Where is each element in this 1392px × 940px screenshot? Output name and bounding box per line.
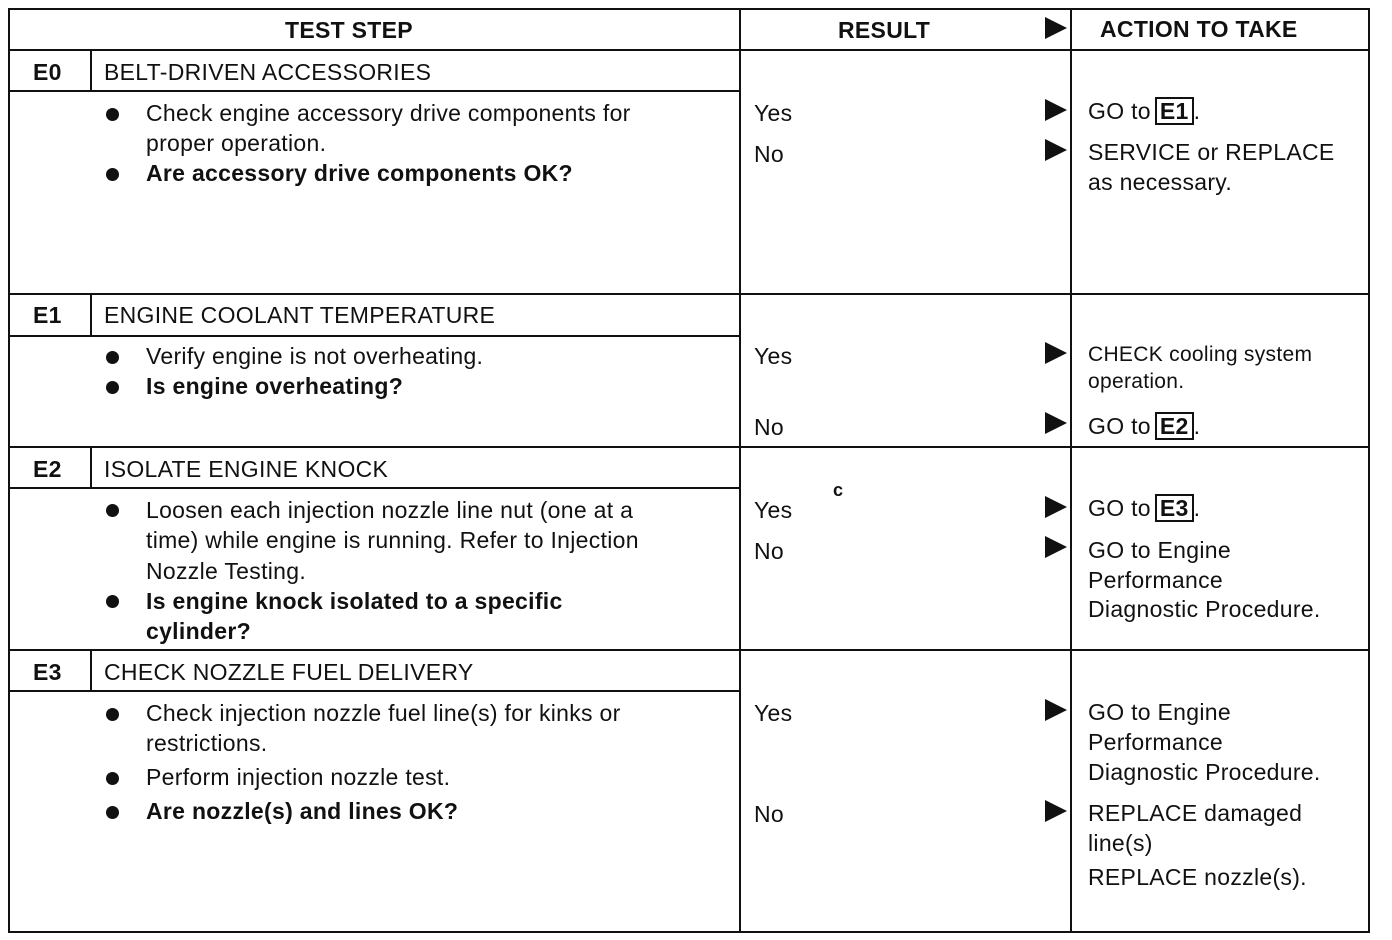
header-result: RESULT bbox=[838, 17, 931, 43]
bullet-text: restrictions. bbox=[146, 730, 268, 756]
bullet-icon bbox=[106, 595, 119, 608]
step-divider-e3 bbox=[8, 649, 1370, 651]
action-period: . bbox=[1193, 98, 1201, 124]
bullet-text: proper operation. bbox=[146, 130, 327, 156]
bullet-icon bbox=[106, 168, 119, 181]
arrow-icon bbox=[1045, 699, 1067, 721]
step-ref-e1[interactable]: E1 bbox=[1155, 97, 1194, 125]
title-underline-e0 bbox=[8, 90, 739, 92]
title-underline-e3 bbox=[8, 690, 739, 692]
header-arrow-icon bbox=[1045, 17, 1067, 39]
arrow-icon bbox=[1045, 139, 1067, 161]
action-no: Diagnostic Procedure. bbox=[1088, 596, 1321, 622]
left-border bbox=[8, 8, 10, 933]
bullet-icon bbox=[106, 108, 119, 121]
header-action: ACTION TO TAKE bbox=[1100, 16, 1298, 42]
bullet-question: Is engine overheating? bbox=[146, 373, 404, 399]
bullet-icon bbox=[106, 351, 119, 364]
bullet-question: cylinder? bbox=[146, 618, 251, 644]
bullet-text: Verify engine is not overheating. bbox=[146, 343, 484, 369]
step-ref-e3[interactable]: E3 bbox=[1155, 494, 1194, 522]
id-divider-e2 bbox=[90, 448, 92, 489]
step-divider-e2 bbox=[8, 446, 1370, 448]
action-column-divider bbox=[1070, 8, 1072, 933]
bottom-border bbox=[8, 931, 1370, 933]
step-id: E0 bbox=[33, 59, 62, 85]
id-divider-e1 bbox=[90, 295, 92, 337]
arrow-icon bbox=[1045, 412, 1067, 434]
arrow-icon bbox=[1045, 496, 1067, 518]
action-yes: Performance bbox=[1088, 729, 1223, 755]
action-text: GO to bbox=[1088, 495, 1151, 521]
action-no: line(s) bbox=[1088, 830, 1153, 856]
step-id: E3 bbox=[33, 659, 62, 685]
action-period: . bbox=[1193, 495, 1201, 521]
action-no: Performance bbox=[1088, 567, 1223, 593]
stray-mark: c bbox=[833, 480, 844, 500]
step-divider-e1 bbox=[8, 293, 1370, 295]
bullet-text: Check engine accessory drive components for bbox=[146, 100, 631, 126]
bullet-question: Are nozzle(s) and lines OK? bbox=[146, 798, 459, 824]
top-border bbox=[8, 8, 1370, 10]
header-test-step: TEST STEP bbox=[285, 17, 413, 43]
title-underline-e2 bbox=[8, 487, 739, 489]
bullet-icon bbox=[106, 504, 119, 517]
action-yes: CHECK cooling system bbox=[1088, 343, 1313, 366]
bullet-icon bbox=[106, 772, 119, 785]
arrow-icon bbox=[1045, 800, 1067, 822]
step-ref-e2[interactable]: E2 bbox=[1155, 412, 1194, 440]
bullet-text: Nozzle Testing. bbox=[146, 558, 307, 584]
action-no: GO to Engine bbox=[1088, 537, 1231, 563]
arrow-icon bbox=[1045, 536, 1067, 558]
bullet-text: Check injection nozzle fuel line(s) for kinks or bbox=[146, 700, 621, 726]
action-yes: GO to Engine bbox=[1088, 699, 1231, 725]
bullet-text: time) while engine is running. Refer to Injection bbox=[146, 527, 639, 553]
action-no bbox=[1088, 411, 1200, 441]
action-no: REPLACE nozzle(s). bbox=[1088, 864, 1307, 890]
step-title: BELT-DRIVEN ACCESSORIES bbox=[104, 59, 432, 85]
action-no: as necessary. bbox=[1088, 169, 1233, 195]
action-yes bbox=[1088, 493, 1200, 523]
id-divider-e3 bbox=[90, 651, 92, 692]
result-yes: Yes bbox=[754, 497, 793, 523]
step-id: E2 bbox=[33, 456, 62, 482]
bullet-icon bbox=[106, 806, 119, 819]
action-no: REPLACE damaged bbox=[1088, 800, 1303, 826]
bullet-text: Perform injection nozzle test. bbox=[146, 764, 451, 790]
bullet-question: Is engine knock isolated to a specific bbox=[146, 588, 563, 614]
arrow-icon bbox=[1045, 99, 1067, 121]
action-no: SERVICE or REPLACE bbox=[1088, 139, 1335, 165]
bullet-text: Loosen each injection nozzle line nut (one at a bbox=[146, 497, 634, 523]
step-title: ENGINE COOLANT TEMPERATURE bbox=[104, 302, 496, 328]
result-column-divider bbox=[739, 8, 741, 933]
result-yes: Yes bbox=[754, 700, 793, 726]
arrow-icon bbox=[1045, 342, 1067, 364]
action-yes bbox=[1088, 96, 1200, 126]
result-no: No bbox=[754, 414, 785, 440]
step-title: CHECK NOZZLE FUEL DELIVERY bbox=[104, 659, 474, 685]
result-no: No bbox=[754, 141, 785, 167]
title-underline-e1 bbox=[8, 335, 739, 337]
id-divider-e0 bbox=[90, 51, 92, 92]
bullet-icon bbox=[106, 708, 119, 721]
result-yes: Yes bbox=[754, 100, 793, 126]
right-border bbox=[1368, 8, 1370, 933]
action-period: . bbox=[1193, 413, 1201, 439]
step-id: E1 bbox=[33, 302, 62, 328]
result-yes: Yes bbox=[754, 343, 793, 369]
action-yes: operation. bbox=[1088, 370, 1185, 393]
action-text: GO to bbox=[1088, 98, 1151, 124]
bullet-question: Are accessory drive components OK? bbox=[146, 160, 573, 186]
header-bottom-line bbox=[8, 49, 1370, 51]
result-no: No bbox=[754, 801, 785, 827]
result-no: No bbox=[754, 538, 785, 564]
action-text: GO to bbox=[1088, 413, 1151, 439]
step-title: ISOLATE ENGINE KNOCK bbox=[104, 456, 389, 482]
action-yes: Diagnostic Procedure. bbox=[1088, 759, 1321, 785]
bullet-icon bbox=[106, 381, 119, 394]
